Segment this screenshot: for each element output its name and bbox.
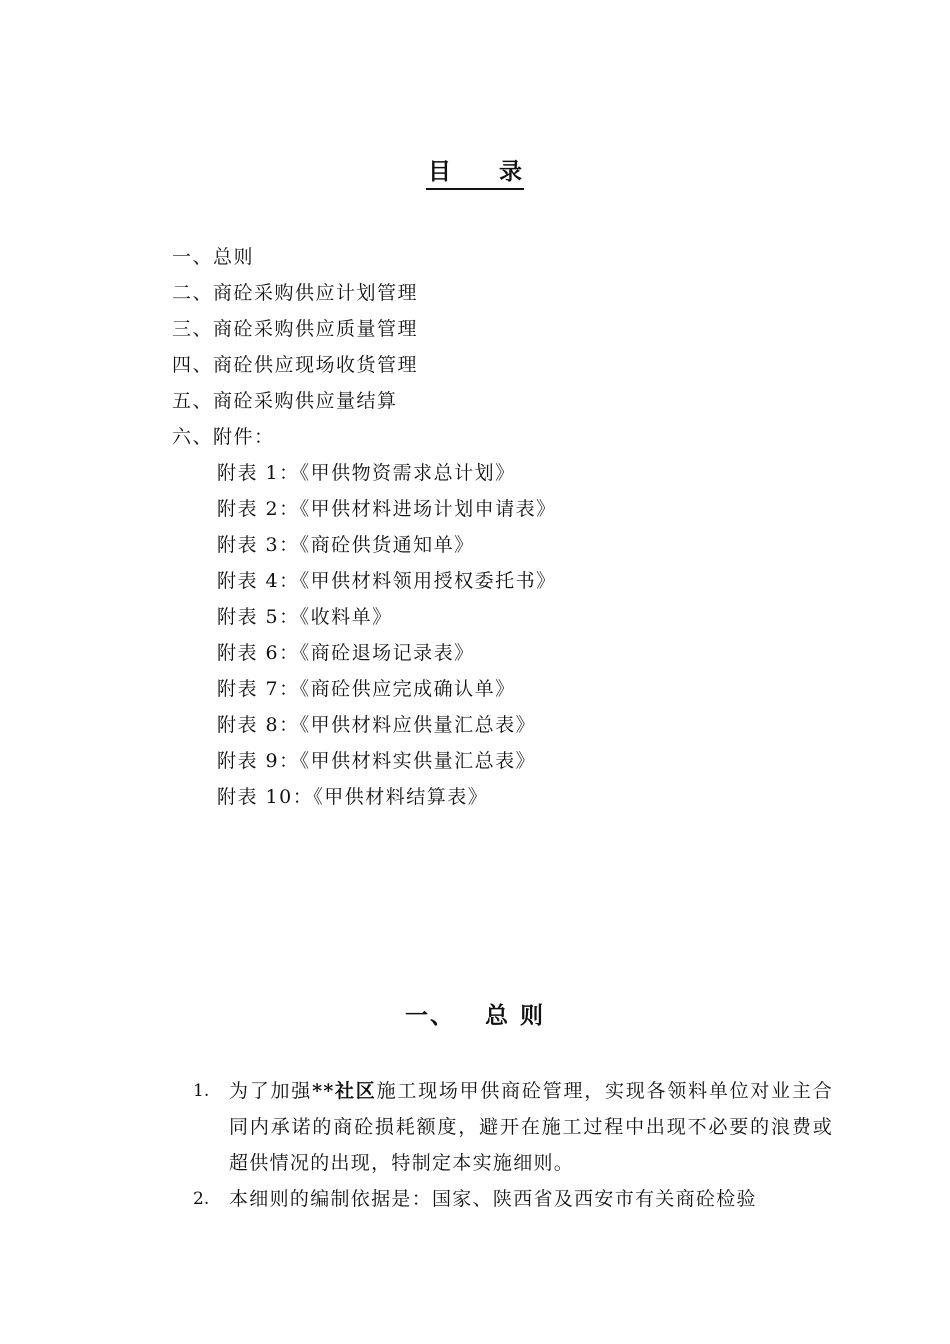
toc-item-attachments[interactable]: 六、附件： — [172, 426, 275, 448]
toc-attachment-7[interactable]: 附表 7：《商砼供应完成确认单》 — [217, 678, 516, 700]
section-body-list — [193, 1073, 833, 1217]
paragraph-number: 1. — [193, 1081, 210, 1101]
toc-item-general[interactable]: 一、总则 — [172, 246, 255, 268]
section-title-general: 一、 总 则 — [404, 1003, 546, 1029]
toc-item-quality-management[interactable]: 三、商砼采购供应质量管理 — [172, 318, 419, 340]
toc-attachment-2[interactable]: 附表 2：《甲供材料进场计划申请表》 — [217, 498, 557, 520]
paragraph-1 — [193, 1073, 833, 1181]
toc-title-text: 目 录 — [426, 156, 524, 190]
toc-list — [172, 239, 872, 815]
paragraph-text-before: 本细则的编制依据是：国家、陕西省及西安市有关商砼检验 — [229, 1188, 757, 1210]
toc-attachment-3[interactable]: 附表 3：《商砼供货通知单》 — [217, 534, 475, 556]
toc-item-plan-management[interactable]: 二、商砼采购供应计划管理 — [172, 282, 419, 304]
toc-title — [0, 156, 950, 190]
community-name: **社区 — [312, 1080, 377, 1102]
toc-attachment-6[interactable]: 附表 6：《商砼退场记录表》 — [217, 642, 475, 664]
toc-item-receiving-management[interactable]: 四、商砼供应现场收货管理 — [172, 354, 419, 376]
paragraph-2 — [193, 1181, 833, 1217]
toc-attachment-10[interactable]: 附表 10：《甲供材料结算表》 — [217, 786, 489, 808]
toc-attachment-8[interactable]: 附表 8：《甲供材料应供量汇总表》 — [217, 714, 537, 736]
toc-attachment-5[interactable]: 附表 5：《收料单》 — [217, 606, 393, 628]
toc-attachment-1[interactable]: 附表 1：《甲供物资需求总计划》 — [217, 462, 516, 484]
toc-item-settlement[interactable]: 五、商砼采购供应量结算 — [172, 390, 398, 412]
toc-attachment-9[interactable]: 附表 9：《甲供材料实供量汇总表》 — [217, 750, 537, 772]
paragraph-text-before: 为了加强 — [229, 1080, 313, 1102]
paragraph-number: 2. — [193, 1189, 210, 1209]
toc-attachment-4[interactable]: 附表 4：《甲供材料领用授权委托书》 — [217, 570, 557, 592]
paragraph-text-after: 施工现场甲供商砼管理，实现各领料单位对业主合同内承诺的商砼损耗额度，避开在施工过程中出现不必要的浪费或超供情况的出现，特制定本实施细则。 — [229, 1080, 833, 1174]
